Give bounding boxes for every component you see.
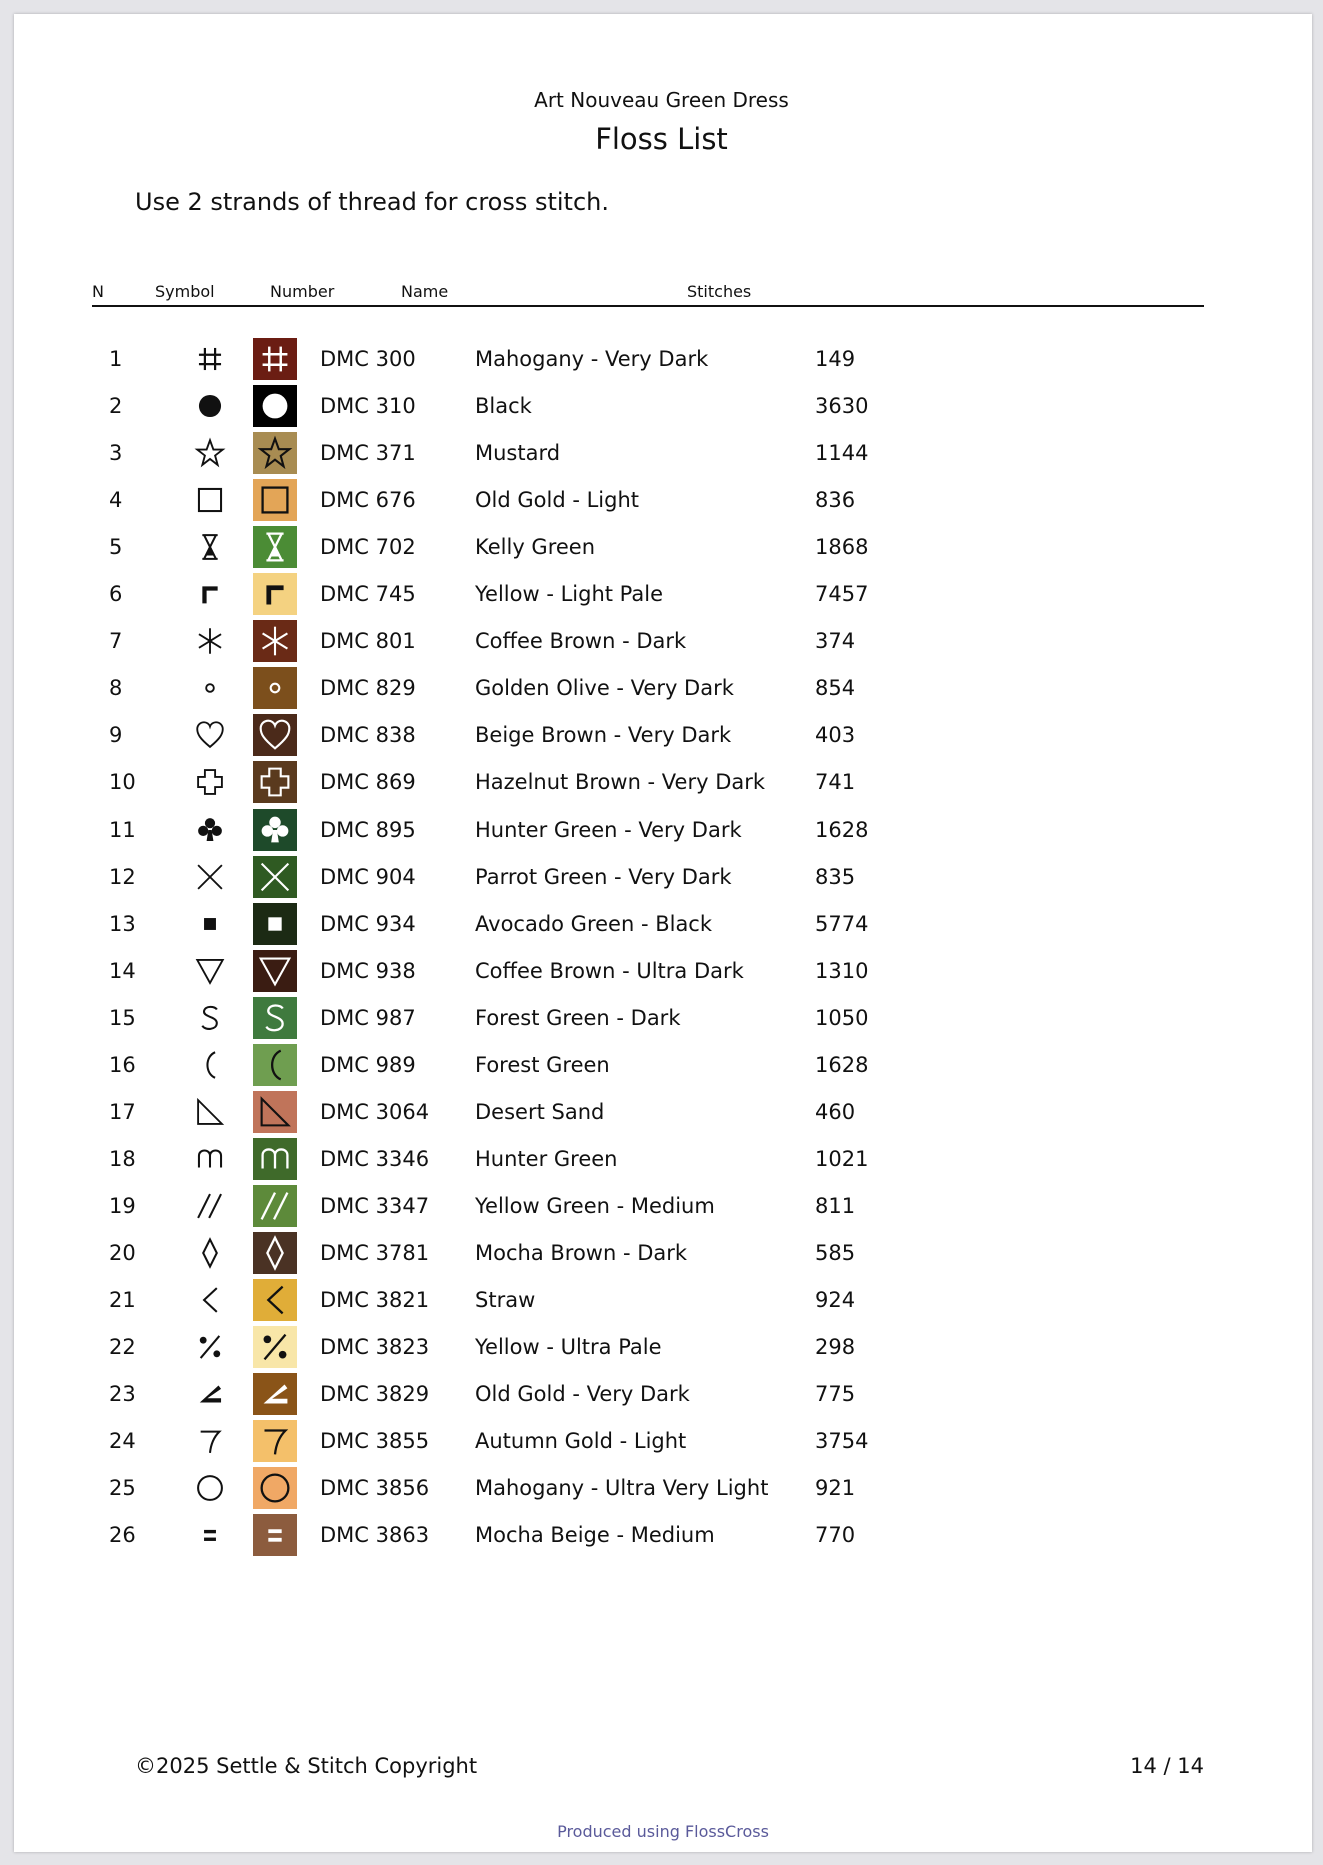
color-swatch	[253, 1373, 297, 1415]
table-row	[14, 1463, 1312, 1510]
small-circle-symbol-icon	[193, 671, 227, 705]
row-index: 8	[109, 676, 123, 701]
header-divider	[92, 305, 1204, 307]
header-n: N	[92, 282, 104, 301]
table-row	[14, 1322, 1312, 1369]
floss-number: DMC 310	[320, 394, 416, 419]
color-swatch	[253, 338, 297, 380]
produced-by-text: Produced using FlossCross	[557, 1822, 769, 1841]
row-index: 18	[109, 1146, 136, 1171]
row-index: 12	[109, 864, 136, 889]
table-row	[14, 757, 1312, 804]
header-symbol: Symbol	[155, 282, 215, 301]
stitch-count: 924	[815, 1288, 856, 1312]
stitch-count: 585	[815, 1240, 856, 1265]
stitch-count: 7457	[815, 582, 869, 607]
hash-symbol-icon	[193, 342, 227, 376]
stitch-count: 3630	[815, 394, 869, 419]
row-index: 9	[109, 723, 123, 748]
circle-outline-symbol-icon	[193, 1471, 227, 1505]
floss-name: Mahogany - Very Dark	[475, 347, 709, 371]
stitch-count: 1021	[815, 1146, 869, 1171]
floss-number: DMC 3855	[320, 1429, 430, 1454]
color-swatch	[253, 1044, 297, 1086]
table-row	[14, 1369, 1312, 1416]
table-row	[14, 475, 1312, 522]
color-swatch	[253, 950, 297, 992]
floss-name: Hazelnut Brown - Very Dark	[475, 770, 766, 795]
floss-name: Hunter Green	[475, 1146, 618, 1171]
floss-number: DMC 3064	[320, 1099, 430, 1124]
table-row	[14, 381, 1312, 428]
square-outline-symbol-icon	[193, 483, 227, 517]
stitch-count: 835	[815, 864, 856, 889]
color-swatch	[253, 620, 297, 662]
floss-name: Parrot Green - Very Dark	[475, 864, 732, 889]
floss-number: DMC 838	[320, 723, 416, 748]
row-index: 16	[109, 1052, 136, 1077]
floss-name: Forest Green	[475, 1052, 610, 1077]
header-name: Name	[401, 282, 449, 301]
table-row	[14, 1510, 1312, 1557]
page-title: Floss List	[595, 122, 728, 156]
double-slash-symbol-icon	[193, 1189, 227, 1223]
stitch-count: 921	[815, 1476, 856, 1501]
floss-name: Golden Olive - Very Dark	[475, 676, 734, 701]
table-row	[14, 1228, 1312, 1275]
floss-number: DMC 989	[320, 1052, 416, 1077]
copyright-text: ©2025 Settle & Stitch Copyright	[135, 1754, 478, 1778]
page-number: 14 / 14	[1130, 1754, 1204, 1778]
table-row	[14, 569, 1312, 616]
color-swatch	[253, 856, 297, 898]
page	[14, 14, 1312, 1852]
row-index: 17	[109, 1099, 136, 1124]
stitch-count: 403	[815, 723, 856, 748]
stitch-count: 770	[815, 1523, 856, 1548]
floss-number: DMC 3829	[320, 1382, 430, 1407]
stitch-count: 149	[815, 347, 856, 371]
small-square-symbol-icon	[193, 907, 227, 941]
stitch-count: 3754	[815, 1429, 869, 1454]
stitch-count: 374	[815, 629, 856, 654]
table-row	[14, 616, 1312, 663]
floss-name: Black	[475, 394, 532, 419]
seven-symbol-icon	[193, 1424, 227, 1458]
row-index: 3	[109, 441, 123, 466]
floss-name: Hunter Green - Very Dark	[475, 817, 742, 842]
row-index: 25	[109, 1476, 136, 1501]
floss-number: DMC 3346	[320, 1146, 430, 1171]
stitch-count: 5774	[815, 911, 869, 936]
percent-symbol-icon	[193, 1330, 227, 1364]
color-swatch	[253, 1326, 297, 1368]
table-row	[14, 946, 1312, 993]
row-index: 23	[109, 1382, 136, 1407]
color-swatch	[253, 809, 297, 851]
stitch-count: 1050	[815, 1005, 869, 1030]
floss-number: DMC 3821	[320, 1288, 430, 1312]
table-row	[14, 993, 1312, 1040]
color-swatch	[253, 903, 297, 945]
header-stitches: Stitches	[687, 282, 752, 301]
table-row	[14, 1275, 1312, 1322]
floss-number: DMC 745	[320, 582, 416, 607]
floss-name: Kelly Green	[475, 535, 596, 560]
color-swatch	[253, 1279, 297, 1321]
color-swatch	[253, 526, 297, 568]
stitch-count: 811	[815, 1193, 856, 1218]
row-index: 5	[109, 535, 123, 560]
color-swatch	[253, 385, 297, 427]
color-swatch	[253, 1138, 297, 1180]
color-swatch	[253, 1467, 297, 1509]
s-symbol-icon	[193, 1001, 227, 1035]
stitch-count: 1868	[815, 535, 869, 560]
row-index: 19	[109, 1193, 136, 1218]
color-swatch	[253, 667, 297, 709]
floss-name: Desert Sand	[475, 1099, 605, 1124]
row-index: 14	[109, 958, 136, 983]
color-swatch	[253, 479, 297, 521]
color-swatch	[253, 432, 297, 474]
table-row	[14, 663, 1312, 710]
floss-number: DMC 300	[320, 347, 416, 371]
table-row	[14, 334, 1312, 381]
triangle-down-symbol-icon	[193, 954, 227, 988]
table-row	[14, 710, 1312, 757]
color-swatch	[253, 714, 297, 756]
floss-number: DMC 702	[320, 535, 416, 560]
row-index: 26	[109, 1523, 136, 1548]
floss-number: DMC 934	[320, 911, 416, 936]
floss-number: DMC 801	[320, 629, 416, 654]
header-number: Number	[270, 282, 335, 301]
stitch-count: 1628	[815, 817, 869, 842]
floss-name: Yellow Green - Medium	[475, 1193, 715, 1218]
floss-number: DMC 3823	[320, 1335, 430, 1360]
floss-name: Mocha Brown - Dark	[475, 1240, 688, 1265]
paren-symbol-icon	[193, 1048, 227, 1082]
floss-name: Mocha Beige - Medium	[475, 1523, 715, 1548]
floss-number: DMC 3863	[320, 1523, 430, 1548]
table-row	[14, 1416, 1312, 1463]
floss-name: Mustard	[475, 441, 561, 466]
table-row	[14, 1040, 1312, 1087]
floss-name: Forest Green - Dark	[475, 1005, 681, 1030]
color-swatch	[253, 761, 297, 803]
diamond-symbol-icon	[193, 1236, 227, 1270]
stitch-count: 1310	[815, 958, 869, 983]
right-triangle-symbol-icon	[193, 1095, 227, 1129]
row-index: 4	[109, 488, 123, 513]
table-row	[14, 1181, 1312, 1228]
floss-name: Yellow - Ultra Pale	[475, 1335, 662, 1360]
floss-number: DMC 371	[320, 441, 416, 466]
table-row	[14, 428, 1312, 475]
row-index: 10	[109, 770, 136, 795]
floss-number: DMC 904	[320, 864, 416, 889]
color-swatch	[253, 1091, 297, 1133]
cross-outline-symbol-icon	[193, 765, 227, 799]
table-row	[14, 1134, 1312, 1181]
heart-symbol-icon	[193, 718, 227, 752]
stitch-count: 854	[815, 676, 856, 701]
table-row	[14, 522, 1312, 569]
m-symbol-icon	[193, 1142, 227, 1176]
floss-number: DMC 869	[320, 770, 416, 795]
floss-name: Yellow - Light Pale	[475, 582, 664, 607]
floss-number: DMC 938	[320, 958, 416, 983]
hourglass-symbol-icon	[193, 530, 227, 564]
floss-name: Autumn Gold - Light	[475, 1429, 687, 1454]
floss-number: DMC 829	[320, 676, 416, 701]
floss-number: DMC 3781	[320, 1240, 430, 1265]
row-index: 13	[109, 911, 136, 936]
table-row	[14, 899, 1312, 946]
wedge-symbol-icon	[193, 1377, 227, 1411]
filled-circle-symbol-icon	[193, 389, 227, 423]
table-row	[14, 805, 1312, 852]
row-index: 7	[109, 629, 123, 654]
row-index: 1	[109, 347, 123, 371]
floss-name: Straw	[475, 1288, 536, 1312]
color-swatch	[253, 1420, 297, 1462]
stitch-count: 775	[815, 1382, 856, 1407]
stitch-count: 1628	[815, 1052, 869, 1077]
corner-symbol-icon	[193, 577, 227, 611]
floss-name: Old Gold - Light	[475, 488, 639, 513]
row-index: 24	[109, 1429, 136, 1454]
row-index: 21	[109, 1288, 136, 1312]
color-swatch	[253, 1185, 297, 1227]
club-symbol-icon	[193, 813, 227, 847]
floss-name: Avocado Green - Black	[475, 911, 713, 936]
x-symbol-icon	[193, 860, 227, 894]
stitch-count: 460	[815, 1099, 856, 1124]
pattern-subtitle: Art Nouveau Green Dress	[534, 88, 789, 112]
floss-name: Coffee Brown - Ultra Dark	[475, 958, 744, 983]
stitch-count: 741	[815, 770, 856, 795]
floss-name: Beige Brown - Very Dark	[475, 723, 732, 748]
star-symbol-icon	[193, 436, 227, 470]
row-index: 20	[109, 1240, 136, 1265]
floss-name: Mahogany - Ultra Very Light	[475, 1476, 769, 1501]
color-swatch	[253, 1514, 297, 1556]
floss-number: DMC 3856	[320, 1476, 430, 1501]
color-swatch	[253, 1232, 297, 1274]
color-swatch	[253, 997, 297, 1039]
table-row	[14, 852, 1312, 899]
table-row	[14, 1087, 1312, 1134]
stitch-count: 836	[815, 488, 856, 513]
floss-number: DMC 676	[320, 488, 416, 513]
equals-symbol-icon	[193, 1518, 227, 1552]
floss-number: DMC 895	[320, 817, 416, 842]
row-index: 15	[109, 1005, 136, 1030]
stitch-count: 1144	[815, 441, 869, 466]
color-swatch	[253, 573, 297, 615]
floss-name: Old Gold - Very Dark	[475, 1382, 690, 1407]
row-index: 6	[109, 582, 123, 607]
less-than-symbol-icon	[193, 1283, 227, 1317]
stitch-count: 298	[815, 1335, 856, 1360]
row-index: 22	[109, 1335, 136, 1360]
floss-number: DMC 987	[320, 1005, 416, 1030]
instructions-text: Use 2 strands of thread for cross stitch.	[135, 188, 609, 216]
floss-number: DMC 3347	[320, 1193, 430, 1218]
floss-name: Coffee Brown - Dark	[475, 629, 687, 654]
asterisk-symbol-icon	[193, 624, 227, 658]
row-index: 11	[109, 817, 136, 842]
row-index: 2	[109, 394, 123, 419]
